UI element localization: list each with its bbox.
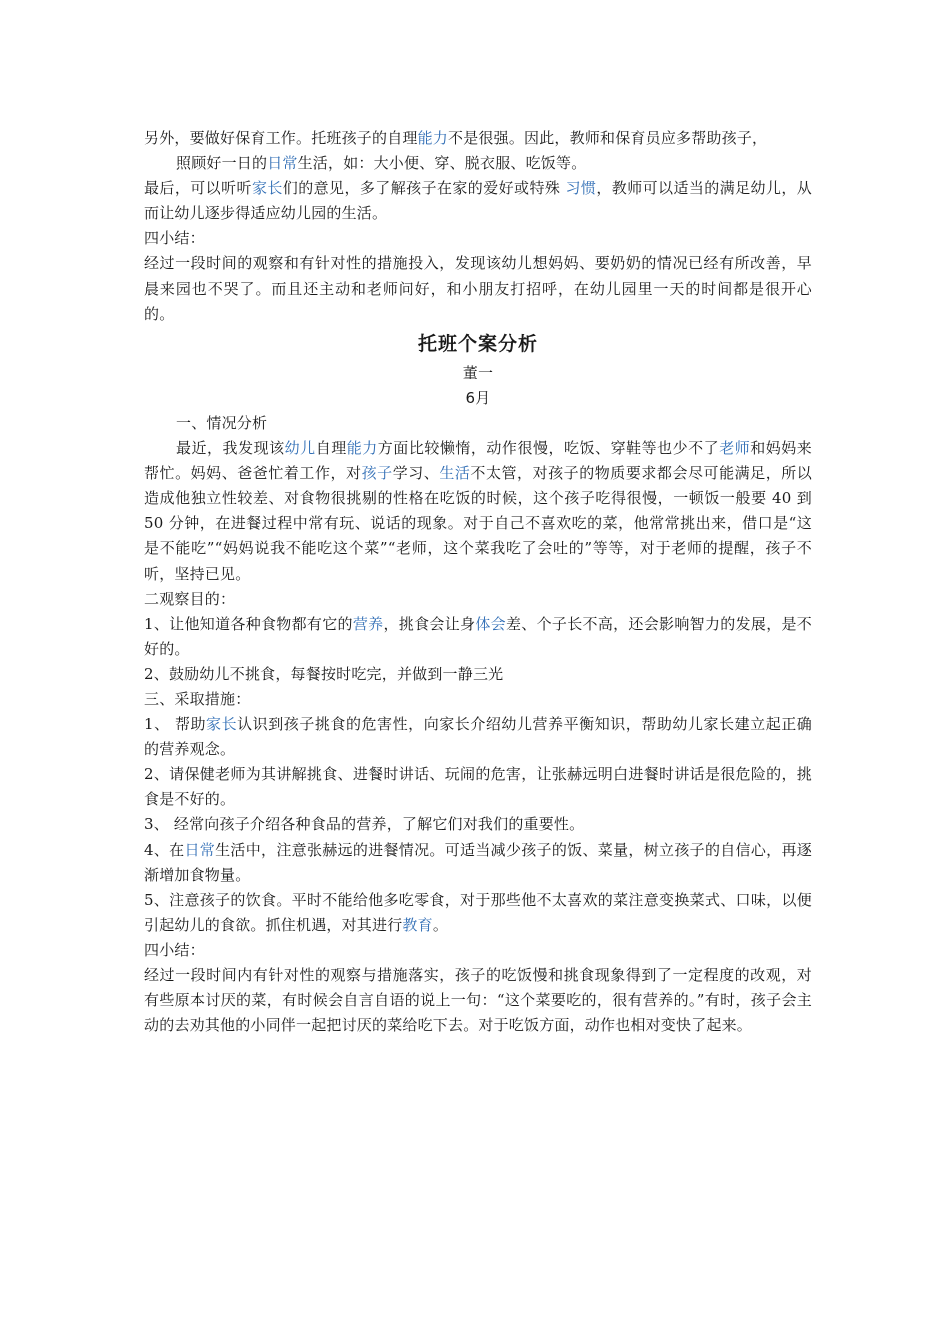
link-education[interactable]: 教育 <box>402 915 433 934</box>
section-heading-goals: 二观察目的： <box>144 589 236 608</box>
link-life[interactable]: 生活 <box>439 464 471 483</box>
link-habit[interactable]: 习惯 <box>565 179 597 198</box>
paragraph-summary-1: 经过一段时间的观察和有针对性的措施投入，发现该幼儿想妈妈、要奶奶的情况已经有所改善，早晨来园也不哭了。而且还主动和老师问好，和小朋友打招呼，在幼儿园里一天的时间都是很开心的。 <box>144 254 812 323</box>
paragraph-summary-2: 经过一段时间内有针对性的观察与措施落实，孩子的吃饭慢和挑食现象得到了一定程度的改观，对有些原本讨厌的菜，有时候会自言自语的说上一句：“这个菜要吃的，很有营养的。”有时，孩子会主动的去劝其他的小同伴一起把讨厌的菜给吃下去。对于吃饭方面，动作也相对变快了起来。 <box>144 966 812 1035</box>
measure-item-4: 4、在日常生活中，注意张赫远的进餐情况。可适当减少孩子的饭、菜量，树立孩子的自信心，再逐渐增加食物量。 <box>144 840 812 884</box>
link-nutrition[interactable]: 营养 <box>352 614 384 633</box>
link-parents-2[interactable]: 家长 <box>206 715 238 734</box>
section-heading-summary-1: 四小结： <box>144 229 205 248</box>
section-heading-measures: 三、采取措施： <box>144 689 251 708</box>
paragraph-care-work: 另外，要做好保育工作。托班孩子的自理能力不是很强。因此，教师和保育员应多帮助孩子， <box>144 129 768 147</box>
document-page <box>144 126 812 1038</box>
paragraph-parents-opinion: 最后，可以听听家长们的意见，多了解孩子在家的爱好或特殊 习惯，教师可以适当的满足幼儿，从而让幼儿逐步得适应幼儿园的生活。 <box>144 179 812 223</box>
link-ability-2[interactable]: 能力 <box>346 439 378 458</box>
link-kids[interactable]: 孩子 <box>361 464 393 483</box>
goal-item-1: 1、让他知道各种食物都有它的营养，挑食会让身体会差、个子长不高，还会影响智力的发展，是不好的。 <box>144 614 813 658</box>
goal-item-2: 2、鼓励幼儿不挑食，每餐按时吃完，并做到一静三光 <box>144 664 504 683</box>
measure-item-5: 5、注意孩子的饮食。平时不能给他多吃零食，对于那些他不太喜欢的菜注意变换菜式、口味，以便引起幼儿的食欲。抓住机遇，对其进行教育。 <box>144 890 812 934</box>
measure-item-2: 2、请保健老师为其讲解挑食、进餐时讲话、玩闹的危害，让张赫远明白进餐时讲话是很危险的，挑食是不好的。 <box>144 765 812 809</box>
link-daily[interactable]: 日常 <box>267 154 298 173</box>
link-teacher[interactable]: 老师 <box>719 439 751 458</box>
paragraph-daily-care: 照顾好一日的日常生活，如：大小便、穿、脱衣服、吃饭等。 <box>176 154 587 173</box>
link-child[interactable]: 幼儿 <box>284 439 316 458</box>
link-experience[interactable]: 体会 <box>475 614 506 633</box>
link-daily-2[interactable]: 日常 <box>184 840 216 859</box>
section-heading-situation: 一、情况分析 <box>176 413 268 432</box>
link-parents[interactable]: 家长 <box>251 179 283 198</box>
measure-item-3: 3、 经常向孩子介绍各种食品的营养，了解它们对我们的重要性。 <box>144 815 585 834</box>
link-ability[interactable]: 能力 <box>417 129 449 147</box>
document-title: 托班个案分析 <box>417 332 538 355</box>
paragraph-situation: 最近，我发现该幼儿自理能力方面比较懒惰，动作很慢，吃饭、穿鞋等也少不了老师和妈妈来帮忙。妈妈、爸爸忙着工作，对孩子学习、生活不太管，对孩子的物质要求都会尽可能满足，所以造成他独立性较差、对食物很挑剔的性格在吃饭的时候，这个孩子吃得很慢，一顿饭一般要 40 到 50 分钟，在进餐过程中常有玩、说话的现象。对于自己不喜欢吃的菜，他常常挑出来，借口是“这是不能吃”“妈妈说我不能吃这个菜”“老师，这个菜我吃了会吐的”等等，对于老师的提醒，孩子不听，坚持已见。 <box>144 439 813 583</box>
date: 6月 <box>465 388 491 407</box>
section-heading-summary-2: 四小结： <box>144 940 205 959</box>
author: 董一 <box>462 363 494 382</box>
measure-item-1: 1、 帮助家长认识到孩子挑食的危害性，向家长介绍幼儿营养平衡知识，帮助幼儿家长建立起正确的营养观念。 <box>144 715 812 759</box>
